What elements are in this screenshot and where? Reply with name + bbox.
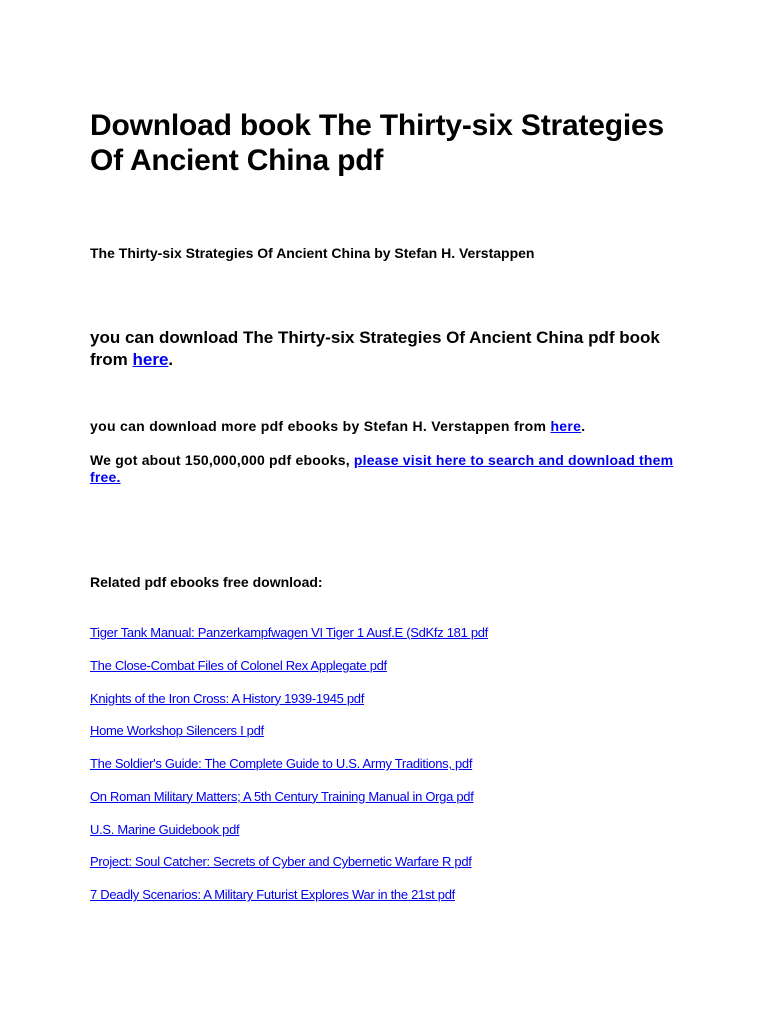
more-ebooks-line [90, 418, 585, 435]
more-ebooks-text: you can download more pdf ebooks by Stefan H. Verstappen from [90, 418, 551, 434]
search-download-link[interactable]: please visit here to search and download them free. [90, 452, 674, 485]
list-item [90, 755, 488, 788]
related-link[interactable]: The Close-Combat Files of Colonel Rex Applegate pdf [90, 657, 387, 673]
download-lead-text: you can download The Thirty-six Strategies Of Ancient China pdf book from [90, 328, 660, 369]
list-item [90, 624, 488, 657]
download-lead-suffix: . [168, 350, 174, 369]
page-title: Download book The Thirty-six Strategies Of Ancient China pdf [90, 109, 664, 177]
book-byline: The Thirty-six Strategies Of Ancient China by Stefan H. Verstappen [90, 245, 535, 261]
list-item [90, 722, 488, 755]
related-list [90, 624, 488, 919]
ebook-count-text: We got about 150,000,000 pdf ebooks, [90, 452, 354, 468]
download-lead [90, 327, 670, 371]
related-link[interactable]: Tiger Tank Manual: Panzerkampfwagen VI Tiger 1 Ausf.E (SdKfz 181 pdf [90, 625, 488, 640]
list-item [90, 788, 488, 821]
list-item [90, 657, 488, 690]
related-link[interactable]: Knights of the Iron Cross: A History 1939-1945 pdf [90, 690, 365, 706]
list-item [90, 821, 488, 854]
related-link[interactable]: 7 Deadly Scenarios: A Military Futurist Explores War in the 21st pdf [90, 887, 455, 902]
more-ebooks-suffix: . [581, 418, 586, 434]
related-link[interactable]: Home Workshop Silencers I pdf [90, 723, 264, 739]
related-link[interactable]: U.S. Marine Guidebook pdf [90, 821, 240, 837]
related-link[interactable]: On Roman Military Matters; A 5th Century Training Manual in Orga pdf [90, 788, 474, 804]
list-item [90, 690, 488, 723]
ebook-count-line [90, 452, 680, 486]
related-heading: Related pdf ebooks free download: [90, 574, 323, 590]
download-here-link[interactable]: here [132, 350, 169, 369]
list-item [90, 853, 488, 886]
related-link[interactable]: Project: Soul Catcher: Secrets of Cyber and Cybernetic Warfare R pdf [90, 854, 472, 870]
list-item [90, 886, 488, 919]
related-link[interactable]: The Soldier's Guide: The Complete Guide to U.S. Army Traditions, pdf [90, 756, 473, 771]
more-ebooks-here-link[interactable]: here [550, 418, 582, 434]
